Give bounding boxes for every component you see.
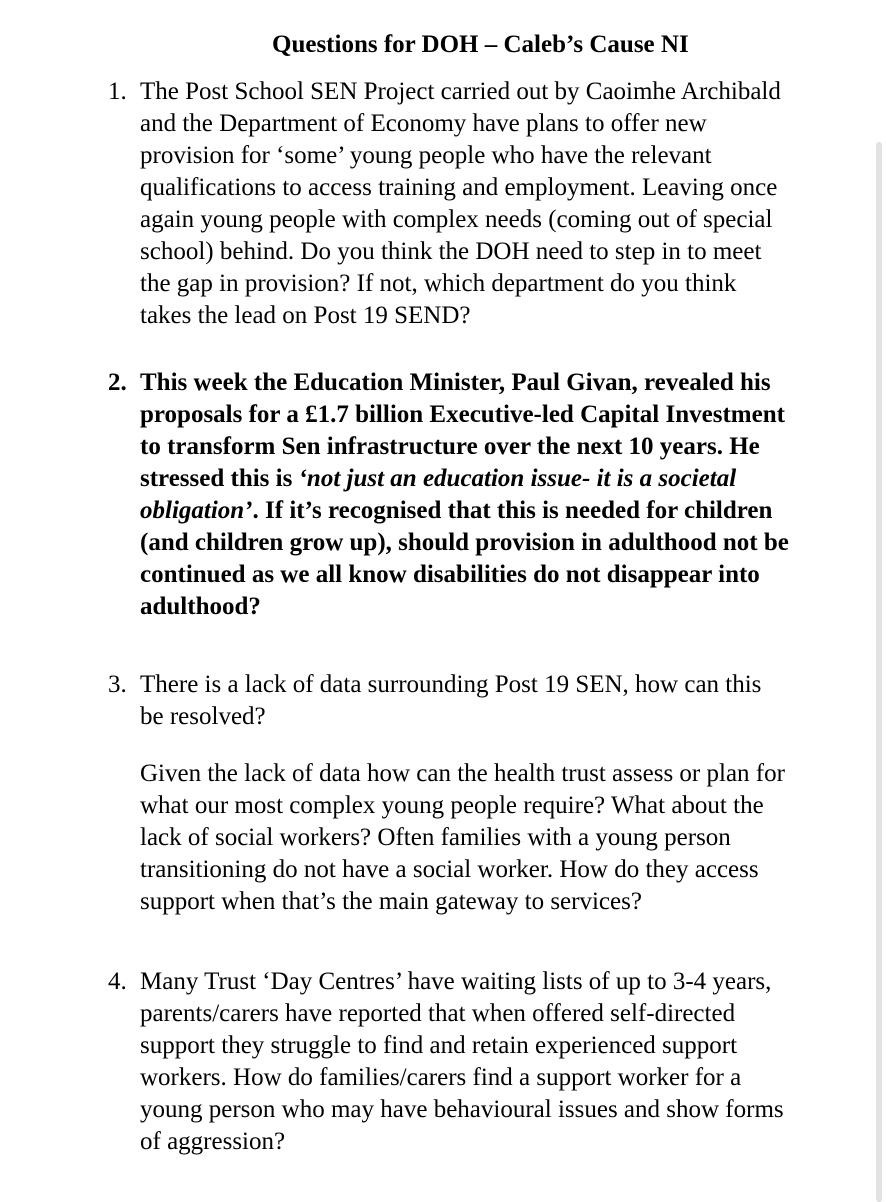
question-text-outro: . If it’s recognised that this is needed for children (and children grow up), should provision in adulthood not be continued as we all know disabilities do not disappear into adulthood? <box>140 497 789 620</box>
question-4 <box>0 966 790 1158</box>
question-text: There is a lack of data surrounding Post 19 SEN, how can this be resolved? <box>140 671 762 730</box>
vertical-scrollbar[interactable] <box>876 142 882 1202</box>
question-number: 4. <box>108 968 127 995</box>
question-followup-text: Given the lack of data how can the health trust assess or plan for what our most complex young people require? What about the lack of social workers? Often families with a young person transitioning do not have a social worker. How do they access support when that’s the main gateway to services? <box>140 760 785 915</box>
question-2 <box>0 367 790 623</box>
question-number: 1. <box>108 78 127 105</box>
question-number: 2. <box>108 369 127 396</box>
question-number: 3. <box>108 671 127 698</box>
questions-list <box>0 76 886 1158</box>
question-text: The Post School SEN Project carried out by Caoimhe Archibald and the Department of Economy have plans to offer new provision for ‘some’ young people who have the relevant qualifications to access training and employment. Leaving once again young people with complex needs (coming out of special school) behind. Do you think the DOH need to step in to meet the gap in provision? If not, which department do you think takes the lead on Post 19 SEND? <box>140 78 781 329</box>
question-text: Many Trust ‘Day Centres’ have waiting lists of up to 3-4 years, parents/carers have reported that when offered self-directed support they struggle to find and retain experienced support workers. How do families/carers find a support worker for a young person who may have behavioural issues and show forms of aggression? <box>140 968 784 1155</box>
question-text-intro: This week the Education Minister, Paul Givan, revealed his proposals for a £1.7 billion Executive-led Capital Investment to transform Sen infrastructure over the next 10 years. He stressed this is <box>140 369 785 492</box>
document-title: Questions for DOH – Caleb’s Cause NI <box>272 31 689 58</box>
question-text <box>140 367 790 623</box>
quoted-statement: ‘not just an education issue- it is a societal obligation’ <box>140 465 737 524</box>
question-3 <box>0 669 790 918</box>
question-1 <box>0 76 790 332</box>
